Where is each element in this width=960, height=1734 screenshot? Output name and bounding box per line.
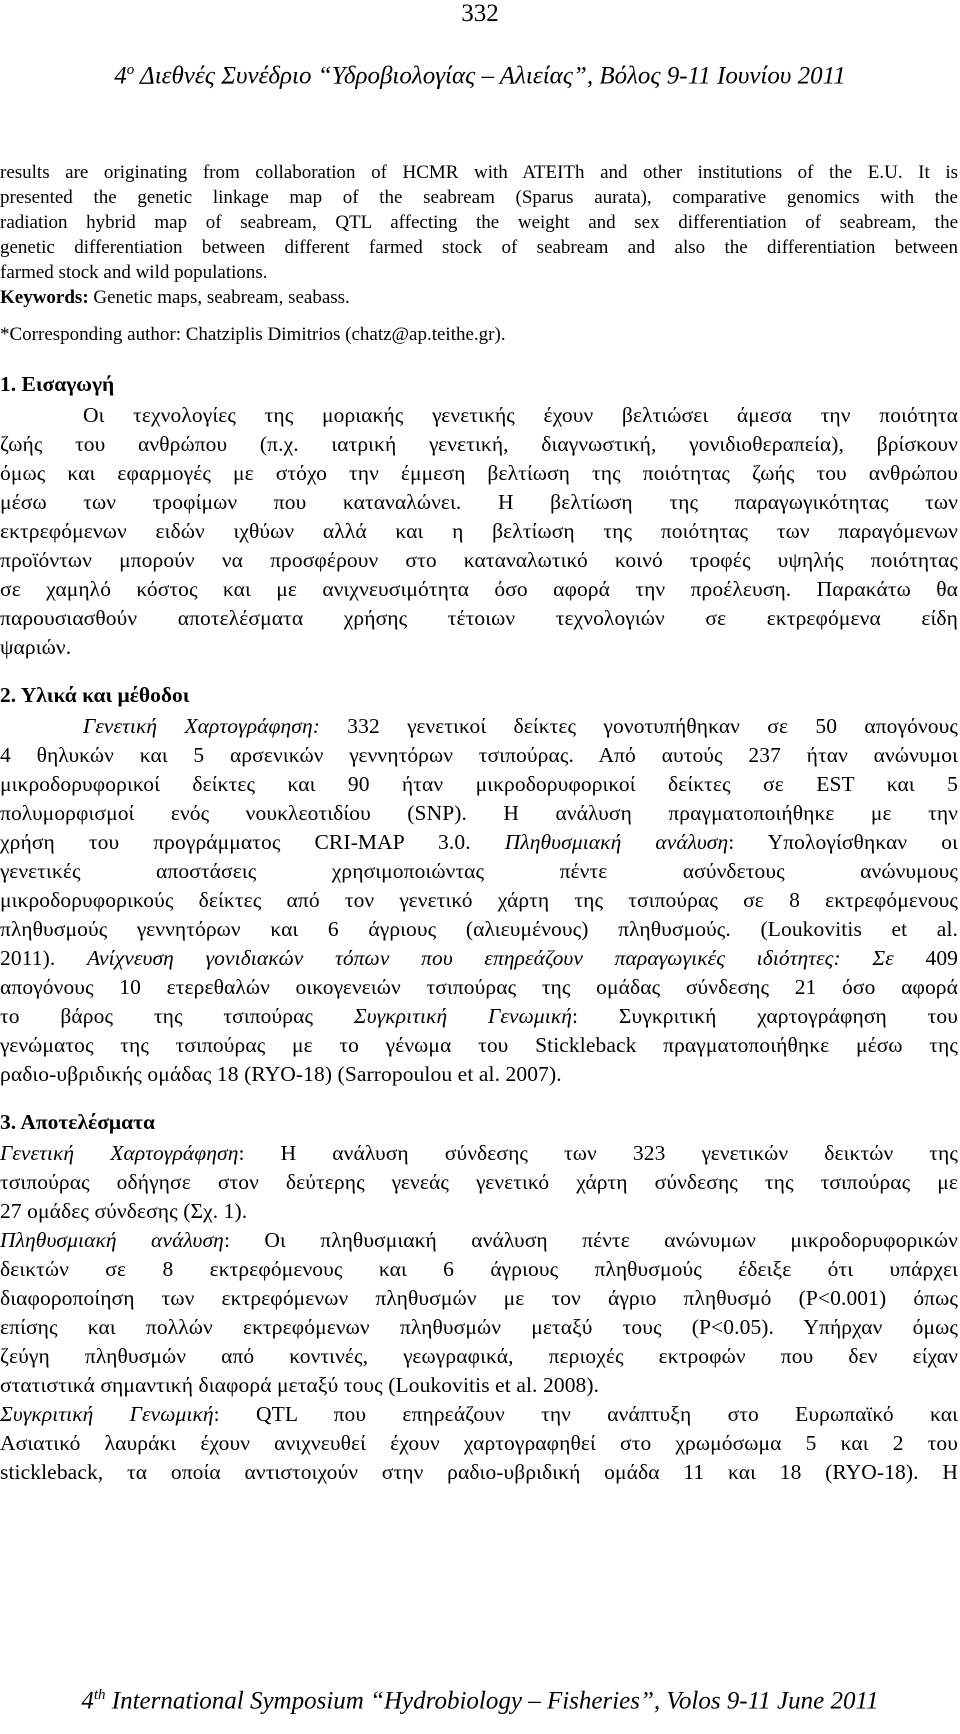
paragraph-line: προϊόντων μπορούν να προσφέρουν στο καταναλωτικό κοινό τροφές υψηλής ποιότητας — [0, 548, 958, 572]
italic-term: Συγκριτική Γενωμική — [353, 1004, 573, 1028]
paragraph-line: απογόνους 10 ετερεθαλών οικογενειών τσιπούρας της ομάδας σύνδεσης 21 όσο αφορά — [0, 975, 958, 999]
paragraph-line: μικροδορυφορικοί δείκτες και 90 ήταν μικροδορυφορικοί δείκτες σε EST και 5 — [0, 772, 958, 796]
paragraph-line — [0, 944, 958, 972]
running-footer — [0, 1687, 960, 1715]
footer-ordinal: 4 — [81, 1687, 94, 1715]
keywords-label: Keywords: — [0, 287, 89, 308]
paragraph-line: πολυμορφισμοί ενός νουκλεοτιδίου (SNP). Η ανάλυση πραγματοποιήθηκε με την — [0, 801, 958, 825]
paragraph-line: γενώματος της τσιπούρας με το γένωμα του Stickleback πραγματοποιήθηκε μέσω της — [0, 1033, 958, 1057]
paragraph-line — [0, 828, 958, 856]
paragraph-line: όμως και εφαρμογές με στόχο την έμμεση βελτίωση της ποιότητας ζωής του ανθρώπου — [0, 461, 958, 485]
paragraph-line: ραδιο-υβριδικής ομάδας 18 (RYO-18) (Sarropoulou et al. 2007). — [0, 1062, 562, 1086]
paragraph-line: μέσω των τροφίμων που καταναλώνει. Η βελτίωση της παραγωγικότητας των — [0, 490, 958, 514]
paragraph-line — [0, 1002, 958, 1030]
section-title-results: 3. Αποτελέσματα — [0, 1110, 156, 1134]
paragraph-line: ζωής του ανθρώπου (π.χ. ιατρική γενετική, διαγνωστική, γονιδιοθεραπεία), βρίσκουν — [0, 432, 958, 456]
paragraph-line: ψαριών. — [0, 635, 72, 659]
paragraph-line: παρουσιασθούν αποτελέσματα χρήσης τέτοιων τεχνολογιών σε εκτρεφόμενα είδη — [0, 606, 958, 630]
keywords — [0, 285, 958, 310]
paragraph-line: σε χαμηλό κόστος και με ανιχνευσιμότητα όσο αφορά την προέλευση. Παρακάτω θα — [0, 577, 958, 601]
paragraph-line: 27 ομάδες σύνδεσης (Σχ. 1). — [0, 1199, 248, 1223]
paragraph-line — [0, 1400, 958, 1428]
italic-term: Γενετική Χαρτογράφηση — [0, 1141, 239, 1165]
paragraph-line — [0, 1226, 958, 1254]
abstract-line: radiation hybrid map of seabream, QTL affecting the weight and sex differentiation of seabream, the — [0, 212, 958, 233]
abstract-line: results are originating from collaboration of HCMR with ATEITh and other institutions of the E.U. It is — [0, 162, 958, 183]
paragraph-line — [0, 712, 958, 740]
text-run: : Οι πληθυσμιακή ανάλυση πέντε ανώνυμων μικροδορυφορικών — [223, 1228, 958, 1252]
section-title-introduction: 1. Εισαγωγή — [0, 372, 115, 396]
paragraph-line: 4 θηλυκών και 5 αρσενικών γεννητόρων τσιπούρας. Από αυτούς 237 ήταν ανώνυμοι — [0, 743, 958, 767]
paragraph-line: Ασιατικό λαυράκι έχουν ανιχνευθεί έχουν χαρτογραφηθεί στο χρωμόσωμα 5 και 2 του — [0, 1431, 958, 1455]
italic-term: Γενετική Χαρτογράφηση: — [83, 714, 320, 738]
paragraph-line: πληθυσμούς γεννητόρων και 6 άγριους (αλιευμένους) πληθυσμούς. (Loukovitis et al. — [0, 917, 958, 941]
italic-term: Ανίχνευση γονιδιακών τόπων που επηρεάζουν παραγωγικές ιδιότητες: Σε — [86, 946, 894, 970]
paragraph-line: μικροδορυφορικούς δείκτες από τον γενετικό χάρτη της τσιπούρας σε 8 εκτρεφόμενους — [0, 888, 958, 912]
text-run: 2011). — [0, 946, 87, 970]
text-run: : Υπολογίσθηκαν οι — [728, 830, 958, 854]
paragraph-line: τσιπούρας οδήγησε στον δεύτερης γενεάς γενετικό χάρτη σύνδεσης της τσιπούρας με — [0, 1170, 958, 1194]
corresponding-author: *Corresponding author: Chatziplis Dimitrios (chatz@ap.teithe.gr). — [0, 324, 506, 345]
footer-ordinal-sup: th — [93, 1687, 106, 1703]
paragraph-line: stickleback, τα οποία αντιστοιχούν στην ραδιο-υβριδική ομάδα 11 και 18 (RYO-18). Η — [0, 1460, 958, 1484]
text-run: : QTL που επηρεάζουν την ανάπτυξη στο Ευρωπαϊκό και — [213, 1402, 958, 1426]
page-number: 332 — [461, 0, 499, 27]
italic-term: Πληθυσμιακή ανάλυση — [0, 1228, 224, 1252]
text-run: το βάρος της τσιπούρας — [0, 1004, 354, 1028]
header-conference: Διεθνές Συνέδριο “Υδροβιολογίας – Αλιείας”, Βόλος 9-11 Ιουνίου 2011 — [134, 62, 846, 90]
footer-text: International Symposium “Hydrobiology – Fisheries”, Volos 9-11 June 2011 — [105, 1687, 879, 1715]
paragraph-line: διαφοροποίηση των εκτρεφόμενων πληθυσμών με τον άγριο πληθυσμό (P<0.001) όπως — [0, 1286, 958, 1310]
paragraph-line: δεικτών σε 8 εκτρεφόμενους και 6 άγριους πληθυσμούς έδειξε ότι υπάρχει — [0, 1257, 958, 1281]
abstract-line: presented the genetic linkage map of the seabream (Sparus aurata), comparative genomics with the — [0, 187, 958, 208]
header-ordinal-sup: ο — [126, 62, 135, 78]
text-run: 332 γενετικοί δείκτες γονοτυπήθηκαν σε 50 απογόνους — [320, 714, 958, 738]
italic-term: Συγκριτική Γενωμική — [0, 1402, 214, 1426]
running-header — [0, 62, 960, 90]
paragraph-line: γενετικές αποστάσεις χρησιμοποιώντας πέντε ασύνδετους ανώνυμους — [0, 859, 958, 883]
abstract-line: farmed stock and wild populations. — [0, 262, 268, 283]
paragraph-line: Οι τεχνολογίες της μοριακής γενετικής έχουν βελτιώσει άμεσα την ποιότητα — [83, 403, 958, 427]
abstract-line: genetic differentiation between different farmed stock of seabream and also the differentiation between — [0, 237, 958, 258]
text-run: : Η ανάλυση σύνδεσης των 323 γενετικών δεικτών της — [238, 1141, 959, 1165]
paragraph-line: επίσης και πολλών εκτρεφόμενων πληθυσμών μεταξύ τους (P<0.05). Υπήρχαν όμως — [0, 1315, 958, 1339]
header-ordinal: 4 — [114, 62, 127, 90]
paragraph-line — [0, 1139, 958, 1167]
keywords-text: Genetic maps, seabream, seabass. — [88, 287, 350, 308]
paragraph-line: ζεύγη πληθυσμών από κοντινές, γεωγραφικά, περιοχές εκτροφών που δεν είχαν — [0, 1344, 958, 1368]
paragraph-line: εκτρεφόμενων ειδών ιχθύων αλλά και η βελτίωση της ποιότητας των παραγόμενων — [0, 519, 958, 543]
text-run: 409 — [893, 946, 959, 970]
italic-term: Πληθυσμιακή ανάλυση — [504, 830, 729, 854]
section-title-methods: 2. Υλικά και μέθοδοι — [0, 683, 190, 707]
paragraph-line: στατιστικά σημαντική διαφορά μεταξύ τους (Loukovitis et al. 2008). — [0, 1373, 600, 1397]
text-run: : Συγκριτική χαρτογράφηση του — [572, 1004, 958, 1028]
text-run: χρήση του προγράμματος CRI-MAP 3.0. — [0, 830, 505, 854]
